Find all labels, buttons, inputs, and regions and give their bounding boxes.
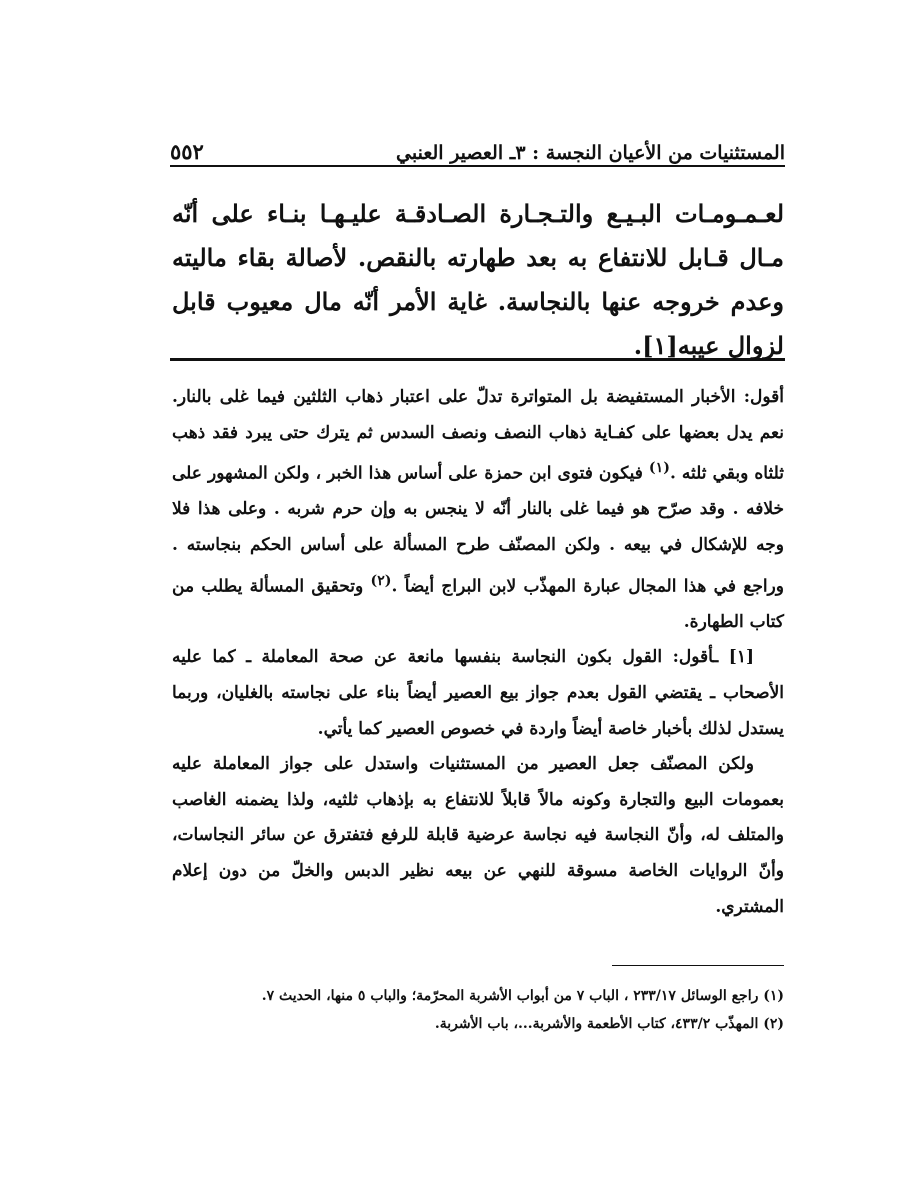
footnote-rule <box>612 965 784 966</box>
commentary-text: فيكون فتوى ابن حمزة على أساس هذا الخبر ، ولكن المشهور على خلافه . وقد صرّح هو فيما غلى بالنار أنّه لا ينجس به وإن حرم شربه . وعلى هذا فلا وجه للإشكال في بيعه . ولكن المصنّف طرح المسألة على أساس الحكم بنجاسته . وراجع في هذا المجال عبارة المهذّب لابن البراج أيضاً . <box>172 463 784 597</box>
footnote-2: (٢) المهذّب ٤٣٣/٢، كتاب الأطعمة والأشربة...، باب الأشربة. <box>434 1016 784 1032</box>
commentary-text: القول بكون النجاسة بنفسها مانعة عن صحة المعاملة ـ كما عليه الأصحاب ـ يقتضي القول بعدم جواز بيع العصير أيضاً بناء على نجاسته بالغليان، وربما يستدل لذلك بأخبار خاصة أيضاً واردة في خصوص العصير كما يأتي. <box>172 647 784 739</box>
running-title: المستثنيات من الأعيان النجسة : ٣ـ العصير العنبي <box>396 142 785 164</box>
main-text-block <box>172 192 784 368</box>
note-marker: [١] ـ <box>713 647 754 668</box>
commentary-paragraph-3: ولكن المصنّف جعل العصير من المستثنيات واستدل على جواز المعاملة عليه بعمومات البيع والتجارة وكونه مالاً قابلاً للانتفاع به بإذهاب ثلثيه، ولذا يضمنه الغاصب والمتلف له، وأنّ النجاسة فيه نجاسة عرضية قابلة للرفع فتفترق عن سائر النجاسات، وأنّ الروايات الخاصة مسوقة للنهي عن بيعه نظير الدبس والخلّ من دون إعلام المشتري. <box>172 754 784 917</box>
footnote-ref: (٢) <box>370 572 392 589</box>
commentary-paragraph-1 <box>172 380 784 640</box>
commentary-block <box>172 380 784 925</box>
page-header <box>170 128 785 164</box>
footnote-1: (١) راجع الوسائل ٢٣٣/١٧ ، الباب ٧ من أبواب الأشربة المحرّمة؛ والباب ٥ منها، الحديث ٧. <box>261 988 784 1004</box>
commentary-paragraph-2 <box>172 640 784 747</box>
header-rule <box>170 165 785 167</box>
footnotes-block <box>172 982 784 1038</box>
main-text-paragraph: لعـمـومـات البـيـع والتـجـارة الصـادقـة عليـهـا بنـاء على أنّه مـال قـابل للانتفاع به بعد طهارته بالنقص. لأصالة بقاء ماليته وعدم خروجه عنها بالنجاسة. غاية الأمر أنّه مال معيوب قابل لزوال عيبه[١]. <box>172 199 784 360</box>
section-divider <box>170 358 785 361</box>
footnote-ref: (١) <box>648 460 670 477</box>
commentary-lead-label: أقول: <box>672 647 714 668</box>
commentary-text: وتحقيق المسألة يطلب من كتاب الطهارة. <box>172 576 784 632</box>
page-number: ٥٥٢ <box>170 139 204 164</box>
commentary-text: الأخبار المستفيضة بل المتواترة تدلّ على اعتبار ذهاب الثلثين فيما غلى بالنار. نعم يدل بعضها على كفـاية ذهاب النصف ونصف السدس ثم يترك حتى يبرد فقد ذهب ثلثاه وبقي ثلثه . <box>172 387 784 484</box>
commentary-lead-label: أقول: <box>743 387 784 407</box>
